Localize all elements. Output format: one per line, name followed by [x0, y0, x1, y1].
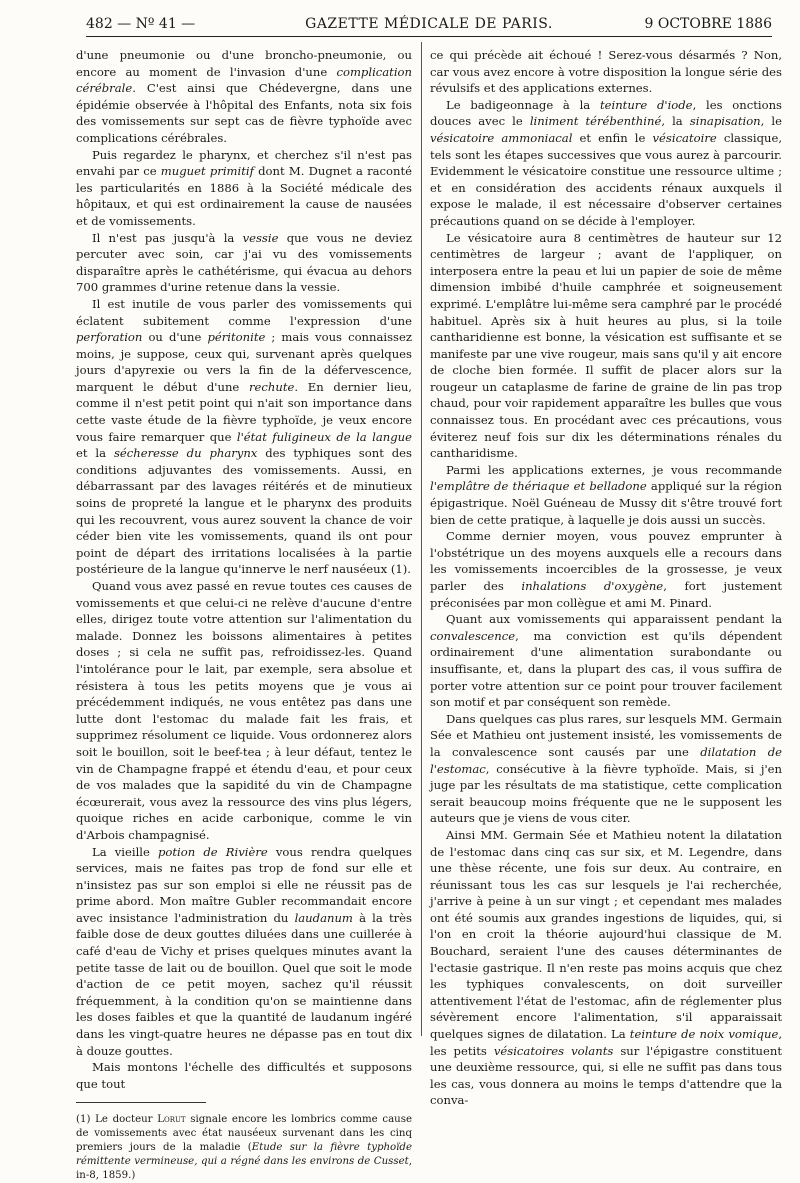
column-divider — [421, 42, 422, 1036]
paragraph: Il est inutile de vous parler des vomissements qui éclatent subitement comme l'expression d'une perforation ou d'une péritonite ; mais vous connaissez moins, je suppose, ceux qui, survenant après quelques jours d'apyrexie ou vers la fin de la défervescence, marquent le début d'une rechute. En dernier lieu, comme il n'est petit point qui n'ait son importance dans cette vaste étude de la fièvre typhoïde, je veux encore vous faire remarquer que l'état fuligineux de la langue et la sécheresse du pharynx des typhiques sont des conditions adjuvantes des vomissements. Aussi, en débarrassant par des lavages réitérés et de minutieux soins de propreté la langue et le pharynx des produits qui les recouvrent, vous aurez souvent la chance de voir céder bien vite les vomissements, quand ils ont pour point de départ des irritations localisées à la partie postérieure de la langue qu'innerve le nerf nauséeux (1). — [76, 296, 412, 577]
paragraph: Le vésicatoire aura 8 centimètres de hauteur sur 12 centimètres de largeur ; avant de l'appliquer, on interposera entre la peau et lui un papier de soie de même dimension imbibé d'huile camphrée et soigneusement exprimé. L'emplâtre lui-même sera camphré par le procédé habituel. Après six à huit heures au plus, si la toile cantharidienne est bonne, la vésication est suffisante et se manifeste par une vive rougeur, mais sans qu'il y ait encore de cloche bien formée. Il suffit de placer alors sur la rougeur un cataplasme de farine de graine de lin pas trop chaud, pour voir rapidement apparaître les bulles que vous connaissez tous. En procédant avec ces précautions, vous éviterez neuf fois sur dix les déterminations rénales du cantharidisme. — [430, 230, 782, 461]
page-header — [86, 14, 772, 37]
paragraph: Comme dernier moyen, vous pouvez emprunter à l'obstétrique un des moyens auxquels elle a recours dans les vomissements incoercibles de la grossesse, je veux parler des inhalations d'oxygène, fort justement préconisées par mon collègue et ami M. Pinard. — [430, 529, 783, 610]
right-column — [430, 47, 783, 1108]
paragraph: Ainsi MM. Germain Sée et Mathieu notent la dilatation de l'estomac dans cinq cas sur six, et M. Legendre, dans une thèse récente, une fois sur deux. Au contraire, en réunissant tous les cas sur lesquels je l'ai recherchée, j'arrive à peine à un sur vingt ; et cependant mes malades ont été soumis aux grandes ingestions de liquides, qui, si l'on en croit la théorie aujourd'hui classique de M. Bouchard, seraient l'une des causes déterminantes de l'ectasie gastrique. Il n'en reste pas moins acquis que chez les typhiques convalescents, on doit surveiller attentivement l'état de l'estomac, afin de réglementer plus sévèrement encore l'alimentation, s'il apparaissait quelques signes de dilatation. La teinture de noix vomique, les petits vésicatoires volants sur l'épigastre constituent une deuxième ressource, qui, si elle ne suffit pas dans tous les cas, vous donnera au moins le temps d'attendre que la conva- — [430, 827, 782, 1108]
left-column — [76, 47, 412, 1182]
paragraph: Parmi les applications externes, je vous recommande l'emplâtre de thériaque et belladone appliqué sur la région épigastrique. Noël Guéneau de Mussy dit s'être trouvé fort bien de cette pratique, à laquelle je dois aussi un succès. — [430, 462, 782, 527]
footnote: (1) Le docteur Lorut signale encore les lombrics comme cause de vomissements avec état nauséeux survenant dans les cinq premiers jours de la maladie (Etude sur la fièvre typhoïde rémittente vermineuse, qui a régné dans les environs de Cusset, in-8, 1859.) — [76, 1114, 412, 1182]
journal-title: GAZETTE MÉDICALE DE PARIS. — [305, 16, 553, 32]
issue-date: 9 OCTOBRE 1886 — [644, 16, 772, 32]
paragraph: Quant aux vomissements qui apparaissent pendant la convalescence, ma conviction est qu'ils dépendent ordinairement d'une alimentation surabondante ou insuffisante, et, dans la plupart des cas, il vous suffira de porter votre attention sur ce point pour trouver facilement son motif et par conséquent son remède. — [430, 612, 782, 710]
paragraph: Puis regardez le pharynx, et cherchez s'il n'est pas envahi par ce muguet primitif dont M. Dugnet a raconté les particularités en 1886 à la Société médicale des hôpitaux, et qui est ordinairement la cause de nausées et de vomissements. — [76, 147, 412, 228]
paragraph: Quand vous avez passé en revue toutes ces causes de vomissements et que celui-ci ne relève d'aucune d'entre elles, dirigez toute votre attention sur l'alimentation du malade. Donnez les boissons alimentaires à petites doses ; si cela ne suffit pas, refroidissez-les. Quand l'intolérance pour le lait, par exemple, sera absolue et résistera à tous les petits moyens que je vous ai précédemment indiqués, ne vous entêtez pas dans une lutte dont l'estomac du malade fait les frais, et supprimez résolument ce liquide. Vous ordonnerez alors soit le bouillon, soit le beef-tea ; à leur défaut, tentez le vin de Champagne frappé et étendu d'eau, et pour ceux de vos malades que la sapidité du vin de Champagne écœurerait, vous avez la ressource des vins plus légers, quoique riches en acide carbonique, comme le vin d'Arbois champagnisé. — [76, 579, 412, 842]
footnote-rule — [76, 1102, 206, 1103]
paragraph: La vieille potion de Rivière vous rendra quelques services, mais ne faites pas trop de fond sur elle et n'insistez pas sur son emploi si elle ne réussit pas de prime abord. Mon maître Gubler recommandait encore avec insistance l'administration du laudanum à la très faible dose de deux gouttes diluées dans une cuillerée à café d'eau de Vichy et prises quelques minutes avant la petite tasse de lait ou de bouillon. Quel que soit le mode d'action de ce petit moyen, sachez qu'il réussit fréquemment, à la condition qu'on se maintienne dans les doses faibles et que la quantité de laudanum ingéré dans les vingt-quatre heures ne dépasse pas en tout dix à douze gouttes. — [76, 844, 412, 1058]
paragraph: Il n'est pas jusqu'à la vessie que vous ne deviez percuter avec soin, car j'ai vu des vomissements disparaître après le cathétérisme, qui évacua au dehors 700 grammes d'urine retenue dans la vessie. — [76, 230, 412, 295]
paragraph: Le badigeonnage à la teinture d'iode, les onctions douces avec le liniment térébenthiné, la sinapisation, le vésicatoire ammoniacal et enfin le vésicatoire classique, tels sont les étapes successives que vous aurez à parcourir. Evidemment le vésicatoire constitue une ressource ultime ; et en considération des accidents rénaux auxquels il expose le malade, il est nécessaire d'observer certaines précautions quand on se décide à l'employer. — [430, 97, 783, 228]
paragraph: Dans quelques cas plus rares, sur lesquels MM. Germain Sée et Mathieu ont justement insisté, les vomissements de la convalescence sont causés par une dilatation de l'estomac, consécutive à la fièvre typhoïde. Mais, si j'en juge par les résultats de ma statistique, cette complication serait beaucoup moins fréquente que ne le supposent les auteurs que je viens de vous citer. — [430, 711, 782, 826]
page-number: 482 — Nº 41 — — [86, 16, 196, 32]
paragraph: ce qui précède ait échoué ! Serez-vous désarmés ? Non, car vous avez encore à votre disposition la longue série des révulsifs et des applications externes. — [430, 48, 782, 96]
paragraph: Mais montons l'échelle des difficultés et supposons que tout — [76, 1060, 412, 1091]
paragraph: d'une pneumonie ou d'une broncho-pneumonie, ou encore au moment de l'invasion d'une complication cérébrale. C'est ainsi que Chédevergne, dans une épidémie observée à l'hôpital des Enfants, nota six fois des vomissements sur sept cas de fièvre typhoïde avec complications cérébrales. — [76, 48, 412, 145]
